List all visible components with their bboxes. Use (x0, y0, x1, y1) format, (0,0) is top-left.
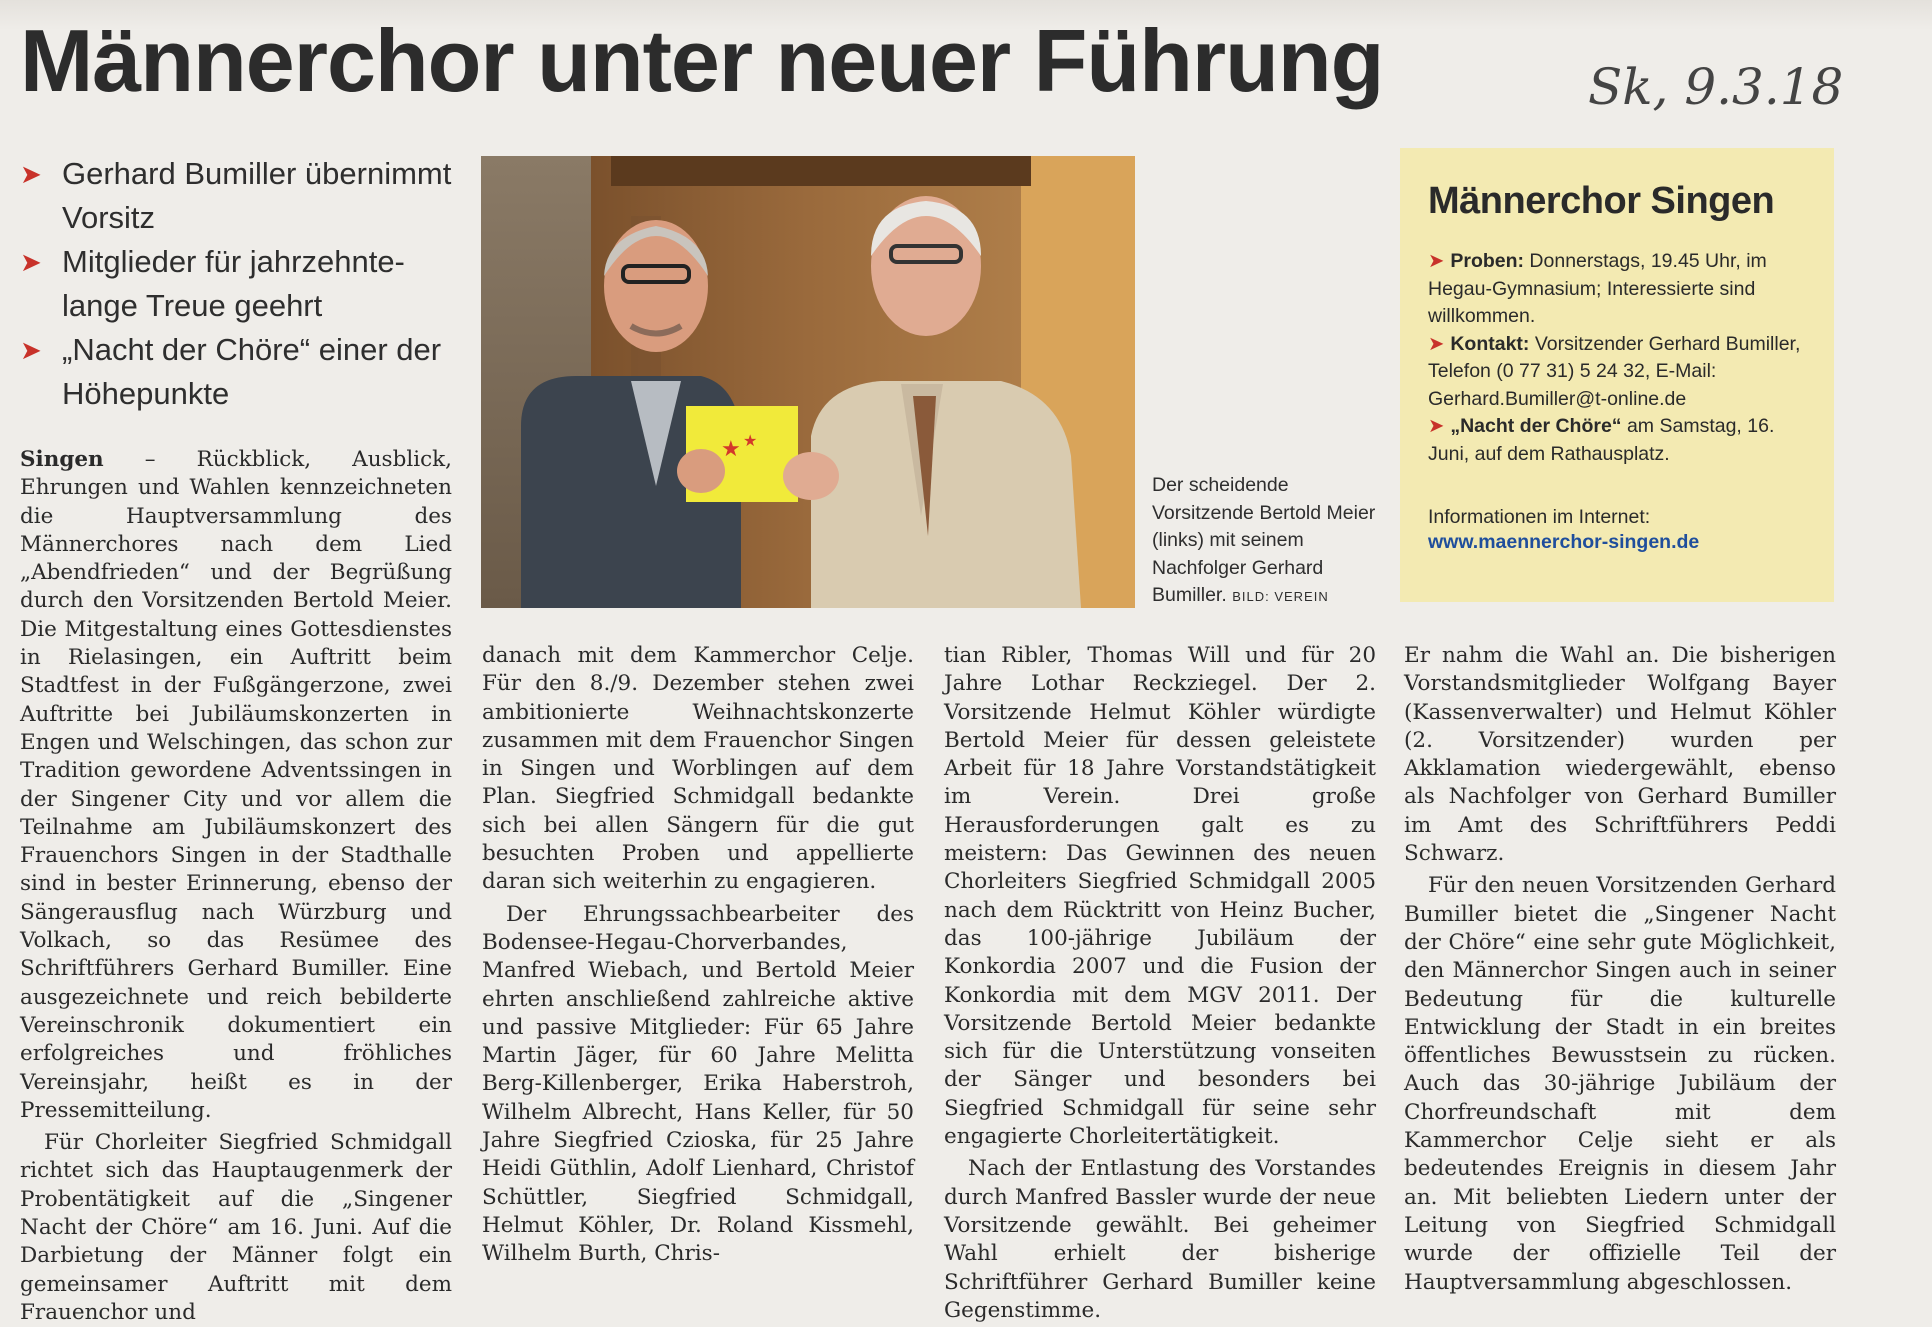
photo-credit: BILD: VEREIN (1232, 589, 1329, 604)
article-column-3 (944, 642, 1376, 1325)
column-2-paragraph-2: Der Ehrungssachbearbeiter des Bodensee-Hegau-Chorverbandes, Manfred Wiebach, und Bertold Meier ehrten anschließend zahlreiche aktive und passive Mitglieder: Für 65 Jahre Martin Jäger, für 60 Jahre Melitta Berg-Killenberger, Erika Haberstroh, Wilhelm Albrecht, Hans Keller, für 50 Jahre Siegfried Czioska, für 25 Jahre Heidi Güthlin, Adolf Lienhard, Christof Schüttler, Siegfried Schmidgall, Helmut Köhler, Dr. Roland Kissmehl, Wilhelm Burth, Chris- (482, 901, 914, 1267)
dateline: Singen (20, 447, 104, 472)
info-item-kontakt (1428, 331, 1806, 414)
info-item-text: Donnerstags, 19.45 Uhr, im Hegau-Gymnasium; Interessierte sind willkommen. (1428, 250, 1767, 327)
info-item-text: am Samstag, 16. Juni, auf dem Rathausplatz. (1428, 415, 1775, 465)
info-item-label: „Nacht der Chöre“ (1450, 415, 1622, 437)
svg-text:★: ★ (721, 437, 741, 462)
summary-bullet-text: Mitglieder für jahrzehnte-lange Treue geehrt (62, 244, 405, 323)
arrow-icon: ➤ (20, 335, 42, 365)
column-1-paragraph-2: Für Chorleiter Siegfried Schmidgall richtet sich das Hauptaugenmerk der Probentätigkeit auf die „Singener Nacht der Chöre“ am 16. Juni. Auf die Darbietung der Männer folgt ein gemeinsamer Auftritt mit dem Frauenchor und (20, 1130, 452, 1325)
column-1-paragraph-1 (20, 446, 452, 1125)
arrow-icon: ➤ (1428, 250, 1445, 272)
summary-bullet (20, 240, 460, 328)
arrow-icon: ➤ (1428, 415, 1445, 437)
column-3-paragraph-1: tian Ribler, Thomas Will und für 20 Jahre Lothar Reckziegel. Der 2. Vorsitzende Helmut Köhler würdigte Bertold Meier für dessen geleistete Arbeit für 18 Jahre Vorstandstätigkeit im Verein. Drei große Herausforderungen galt es zu meistern: Das Gewinnen des neuen Chorleiters Siegfried Schmidgall 2005 nach dem Rücktritt von Heinz Bucher, das 100-jährige Jubiläum der Konkordia 2007 und die Fusion der Konkordia mit dem MGV 2011. Der Vorsitzende Bertold Meier bedankte sich für die Unterstützung vonseiten der Sänger und besonders bei Siegfried Schmidgall für seine sehr engagierte Chorleitertätigkeit. (944, 643, 1376, 1150)
summary-bullet (20, 328, 460, 416)
svg-text:★: ★ (743, 431, 758, 450)
info-item-label: Proben: (1450, 250, 1525, 272)
info-box (1400, 148, 1834, 602)
handwritten-date-note: Sk, 9.3.18 (1588, 58, 1844, 116)
headline: Männerchor unter neuer Führung (20, 11, 1384, 110)
arrow-icon: ➤ (20, 159, 42, 189)
arrow-icon: ➤ (1428, 332, 1445, 355)
column-4-paragraph-1: Er nahm die Wahl an. Die bisherigen Vorstandsmitglieder Wolfgang Bayer (Kassenverwalter) und Helmut Köhler (2. Vorsitzender) wurden per Akklamation wiedergewählt, ebenso als Nachfolger von Gerhard Bumiller im Amt des Schriftführers Peddi Schwarz. (1404, 643, 1836, 867)
summary-bullet (20, 152, 460, 240)
caption-text: Der scheidende Vorsitzende Bertold Meier (links) mit seinem Nachfolger Gerhard Bumiller. (1152, 474, 1376, 606)
column-3-paragraph-2: Nach der Entlastung des Vorstandes durch Manfred Bassler wurde der neue Vorsitzende gewählt. Bei geheimer Wahl erhielt der bisherige Schriftführer Gerhard Bumiller keine Gegenstimme. (944, 1156, 1376, 1323)
article-column-4 (1404, 642, 1836, 1297)
summary-bullet-text: Gerhard Bumiller übernimmt Vorsitz (62, 156, 452, 235)
info-web-label: Informationen im Internet: (1428, 506, 1651, 528)
info-box-title: Männerchor Singen (1428, 180, 1775, 222)
info-item-proben (1428, 248, 1806, 331)
info-item-label: Kontakt: (1450, 332, 1530, 355)
summary-bullet-text: „Nacht der Chöre“ einer der Höhepunkte (62, 332, 442, 411)
photo-caption (1152, 472, 1382, 611)
arrow-icon: ➤ (20, 247, 42, 277)
article-column-1 (20, 446, 452, 1327)
summary-bullets (20, 152, 460, 416)
column-1-paragraph-1-text: – Rückblick, Ausblick, Ehrungen und Wahlen kennzeichneten die Hauptversammlung des Männerchores nach dem Lied „Abendfrieden“ und der Begrüßung durch den Vorsitzenden Bertold Meier. Die Mitgestaltung eines Gottesdienstes in Rielasingen, ein Auftritt beim Stadtfest in der Fußgängerzone, zwei Auftritte bei Jubiläumskonzerten in Engen und Welschingen, das schon zur Tradition gewordene Adventssingen in der Singener City und vor allem die Teilnahme am Jubiläumskonzert des Frauenchors Singen in der Stadthalle sind in bester Erinnerung, ebenso der Sängerausflug nach Würzburg und Volkach, so das Resümee des Schriftführers Gerhard Bumiller. Eine ausgezeichnete und reich bebilderte Vereinschronik dokumentiert ein erfolgreiches und fröhliches Vereinsjahr, heißt es in der Pressemitteilung. (20, 447, 452, 1123)
article-photo (481, 156, 1135, 608)
website-link[interactable]: www.maennerchor-singen.de (1428, 531, 1700, 553)
photo-illustration (481, 156, 1135, 608)
info-item-nacht-der-choere (1428, 413, 1806, 468)
column-2-paragraph-1: danach mit dem Kammerchor Celje. Für den 8./9. Dezember stehen zwei ambitionierte Weihnachtskonzerte zusammen mit dem Frauenchor Singen in Singen und Worblingen auf dem Plan. Siegfried Schmidgall bedankte sich bei allen Sängern für die gut besuchten Proben und appellierte daran sich weiterhin zu engagieren. (482, 643, 914, 895)
info-item-text: Vorsitzender Gerhard Bumiller, Telefon (0 77 31) 5 24 32, E-Mail: Gerhard.Bumiller@t-online.de (1428, 332, 1801, 410)
column-4-paragraph-2: Für den neuen Vorsitzenden Gerhard Bumiller bietet die „Singener Nacht der Chöre“ eine sehr gute Möglichkeit, den Männerchor Singen auch in seiner Bedeutung für die kulturelle Entwicklung der Stadt in ein breites öffentliches Bewusstsein zu rücken. Auch das 30-jährige Jubiläum der Chorfreundschaft mit dem Kammerchor Celje sieht er als bedeutendes Ereignis in diesem Jahr an. Mit beliebten Liedern unter der Leitung von Siegfried Schmidgall wurde der offizielle Teil der Hauptversammlung abgeschlossen. (1404, 873, 1836, 1295)
article-column-2 (482, 642, 914, 1269)
